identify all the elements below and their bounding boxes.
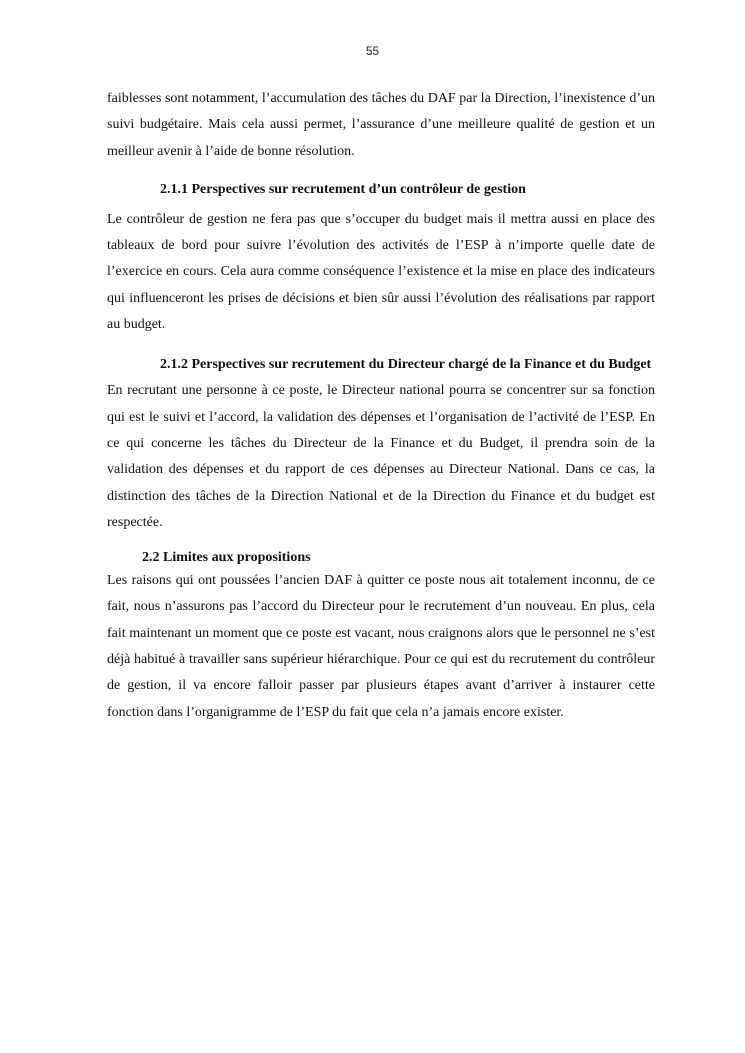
section-heading-2-1-1: 2.1.1 Perspectives sur recrutement d’un contrôleur de gestion [160, 181, 526, 197]
section-heading-2-2: 2.2 Limites aux propositions [142, 550, 311, 566]
paragraph-finance-director: En recrutant une personne à ce poste, le Directeur national pourra se concentrer sur sa fonction qui est le suivi et l’accord, la validation des dépenses et l’organisation de l’activité de l’ESP. En ce qui concerne les tâches du Directeur de la Finance et du Budget, il prendra soin de la validation des dépenses et du rapport de ces dépenses au Directeur National. Dans ce cas, la distinction des tâches de la Direction National et de la Direction du Finance et du budget est respectée. [107, 383, 655, 530]
page-number: 55 [365, 44, 380, 58]
paragraph-controller: Le contrôleur de gestion ne fera pas que s’occuper du budget mais il mettra aussi en place des tableaux de bord pour suivre l’évolution des activités de l’ESP à n’importe quelle date de l’exercice en cours. Cela aura comme conséquence l’existence et la mise en place des indicateurs qui influenceront les prises de décisions et bien sûr aussi l’évolution des réalisations par rapport au budget. [107, 211, 655, 333]
paragraph-weaknesses: faiblesses sont notamment, l’accumulation des tâches du DAF par la Direction, l’inexistence d’un suivi budgétaire. Mais cela aussi permet, l’assurance d’une meilleure qualité de gestion et un meilleur avenir à l’aide de bonne résolution. [107, 91, 655, 159]
section-heading-2-1-2: 2.1.2 Perspectives sur recrutement du Directeur chargé de la Finance et du Budget [160, 357, 652, 373]
paragraph-limits: Les raisons qui ont poussées l’ancien DAF à quitter ce poste nous ait totalement inconnu, de ce fait, nous n’assurons pas l’accord du Directeur pour le recrutement d’un nouveau. En plus, cela fait maintenant un moment que ce poste est vacant, nous craignons alors que le personnel ne s’est déjà habitué à travailler sans supérieur hiérarchique. Pour ce qui est du recrutement du contrôleur de gestion, il va encore falloir passer par plusieurs étapes avant d’arriver à instaurer cette fonction dans l’organigramme de l’ESP du fait que cela n’a jamais encore exister. [107, 573, 655, 720]
page-content [107, 86, 655, 726]
